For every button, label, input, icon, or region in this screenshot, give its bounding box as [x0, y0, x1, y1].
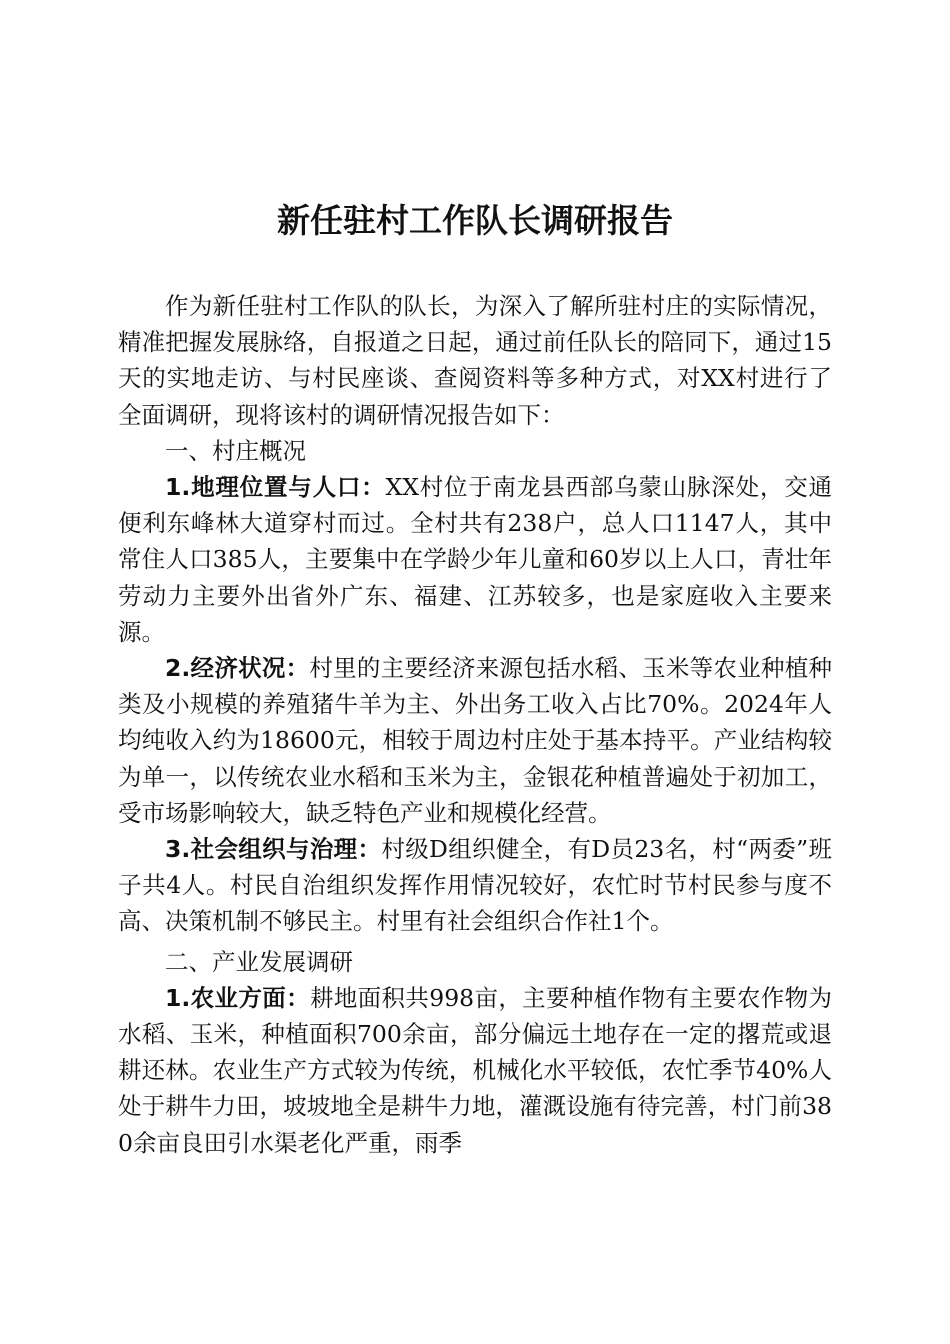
paragraph-lead: 3.社会组织与治理： — [165, 835, 382, 864]
section-heading-village-overview: 一、村庄概况 — [165, 436, 306, 465]
document-title: 新任驻村工作队长调研报告 — [277, 201, 673, 240]
intro-paragraph: 作为新任驻村工作队的队长，为深入了解所驻村庄的实际情况，精准把握发展脉络，自报道之日起，通过前任队长的陪同下，通过15天的实地走访、与村民座谈、查阅资料等多种方式，对XX村进行了全面调研，现将该村的调研情况报告如下： — [118, 292, 832, 429]
paragraph-social-governance — [118, 831, 832, 940]
document-body — [118, 288, 832, 1161]
paragraph-lead: 1.地理位置与人口： — [165, 473, 386, 502]
paragraph-lead: 2.经济状况： — [165, 654, 310, 683]
paragraph-geography-population — [118, 469, 832, 650]
paragraph-text: 村里的主要经济来源包括水稻、玉米等农业种植种类及小规模的养殖猪牛羊为主、外出务工收入占比70%。2024年人均纯收入约为18600元，相较于周边村庄处于基本持平。产业结构较为单一，以传统农业水稻和玉米为主，金银花种植普遍处于初加工，受市场影响较大，缺乏特色产业和规模化经营。 — [118, 654, 833, 827]
paragraph-lead: 1.农业方面： — [165, 983, 310, 1012]
section-heading-industry-research: 二、产业发展调研 — [165, 947, 353, 976]
paragraph-economy — [118, 650, 832, 831]
paragraph-text: XX村位于南龙县西部乌蒙山脉深处，交通便利东峰林大道穿村而过。全村共有238户，总人口1147人，其中常住人口385人，主要集中在学龄少年儿童和60岁以上人口，青壮年劳动力主要外出省外广东、福建、江苏较多，也是家庭收入主要来源。 — [118, 473, 832, 646]
paragraph-text: 耕地面积共998亩，主要种植作物有主要农作物为水稻、玉米，种植面积700余亩，部分偏远土地存在一定的撂荒或退耕还林。农业生产方式较为传统，机械化水平较低，农忙季节40%人处于耕牛力田，坡坡地全是耕牛力地，灌溉设施有待完善，村门前380余亩良田引水渠老化严重，雨季 — [118, 983, 833, 1157]
paragraph-text: 村级D组织健全，有D员23名，村“两委”班子共4人。村民自治组织发挥作用情况较好，农忙时节村民参与度不高、决策机制不够民主。村里有社会组织合作社1个。 — [118, 835, 832, 936]
paragraph-agriculture — [118, 980, 832, 1161]
